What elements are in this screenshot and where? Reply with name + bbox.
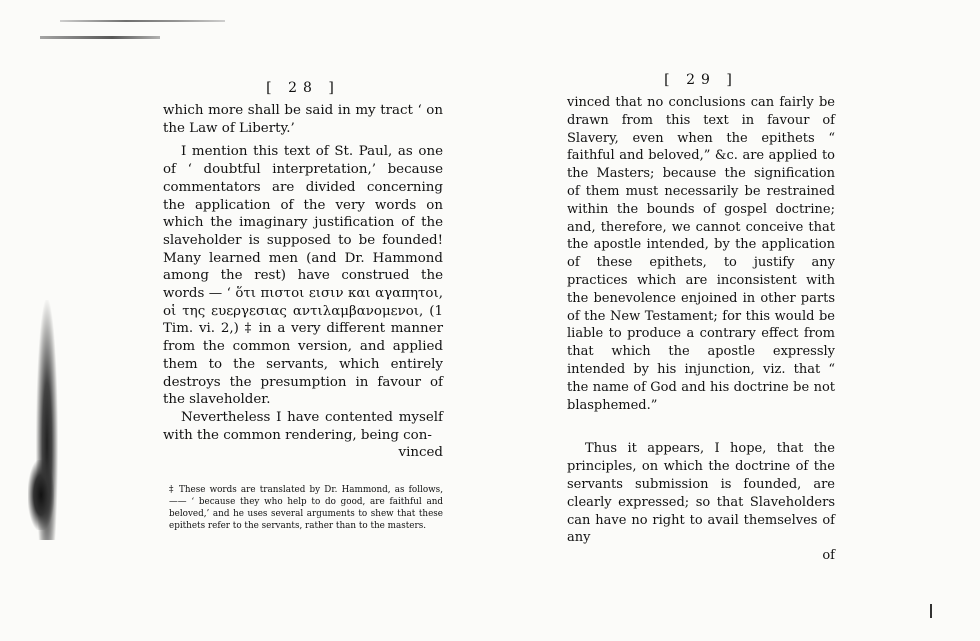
paragraph-left-3: Nevertheless I have contented myself with the common rendering, being con- [163, 409, 443, 443]
scan-mark-top [60, 20, 225, 22]
scan-mark-top-2 [40, 36, 160, 39]
gutter-smudge-dark [28, 460, 54, 530]
footnote: ‡ These words are translated by Dr. Hammond, as follows, —— ‘ because they who help to do good, are faithful and beloved,’ and he uses several arguments to shew that these epithets refer to the servants, rather than to the masters. [169, 485, 443, 532]
paragraph-left-1: which more shall be said in my tract ‘ on the Law of Liberty.’ [163, 103, 443, 136]
left-page [163, 80, 443, 541]
catchword-left: vinced [398, 445, 443, 461]
paragraph-right-2: Thus it appears, I hope, that the principles, on which the doctrine of the servants submission is founded, are clearly expressed; so that Slaveholders can have no right to avail themselves of any [567, 441, 835, 546]
paragraph-right-1: vinced that no conclusions can fairly be drawn from this text in favour of Slavery, even when the epithets “ faithful and beloved,” &c. are applied to the Masters; because the signification of them must necessarily be restrained within the bounds of gospel doctrine; and, therefore, we cannot conceive that the apostle intended, by the application of these epithets, to justify any practices which are inconsistent with the benevolence enjoined in other parts of the New Testament; for this would be liable to produce a contrary effect from that which the apostle expressly intended by his injunction, viz. that “ the name of God and his doctrine be not blasphemed.” [567, 95, 835, 413]
paragraph-left-2: I mention this text of St. Paul, as one of ‘ doubtful interpretation,’ because commentators are divided concerning the application of the very words on which the imaginary justification of the slaveholder is supposed to be founded! Many learned men (and Dr. Hammond among the rest) have construed the words — ‘ ὅτι πιστοι εισιν και αγαπητοι, οἱ της ευεργεσιας αντιλαμβανομενοι, (1 Tim. vi. 2,) ‡ in a very different manner from the common version, and applied them to the servants, which entirely destroys the presumption in favour of the slaveholder. [163, 144, 443, 408]
right-page [567, 72, 835, 565]
catchword-right: of [822, 548, 835, 564]
page-number-right: [ 29 ] [664, 72, 738, 88]
page-number-left: [ 28 ] [266, 80, 340, 96]
scan-mark-right [930, 604, 932, 618]
